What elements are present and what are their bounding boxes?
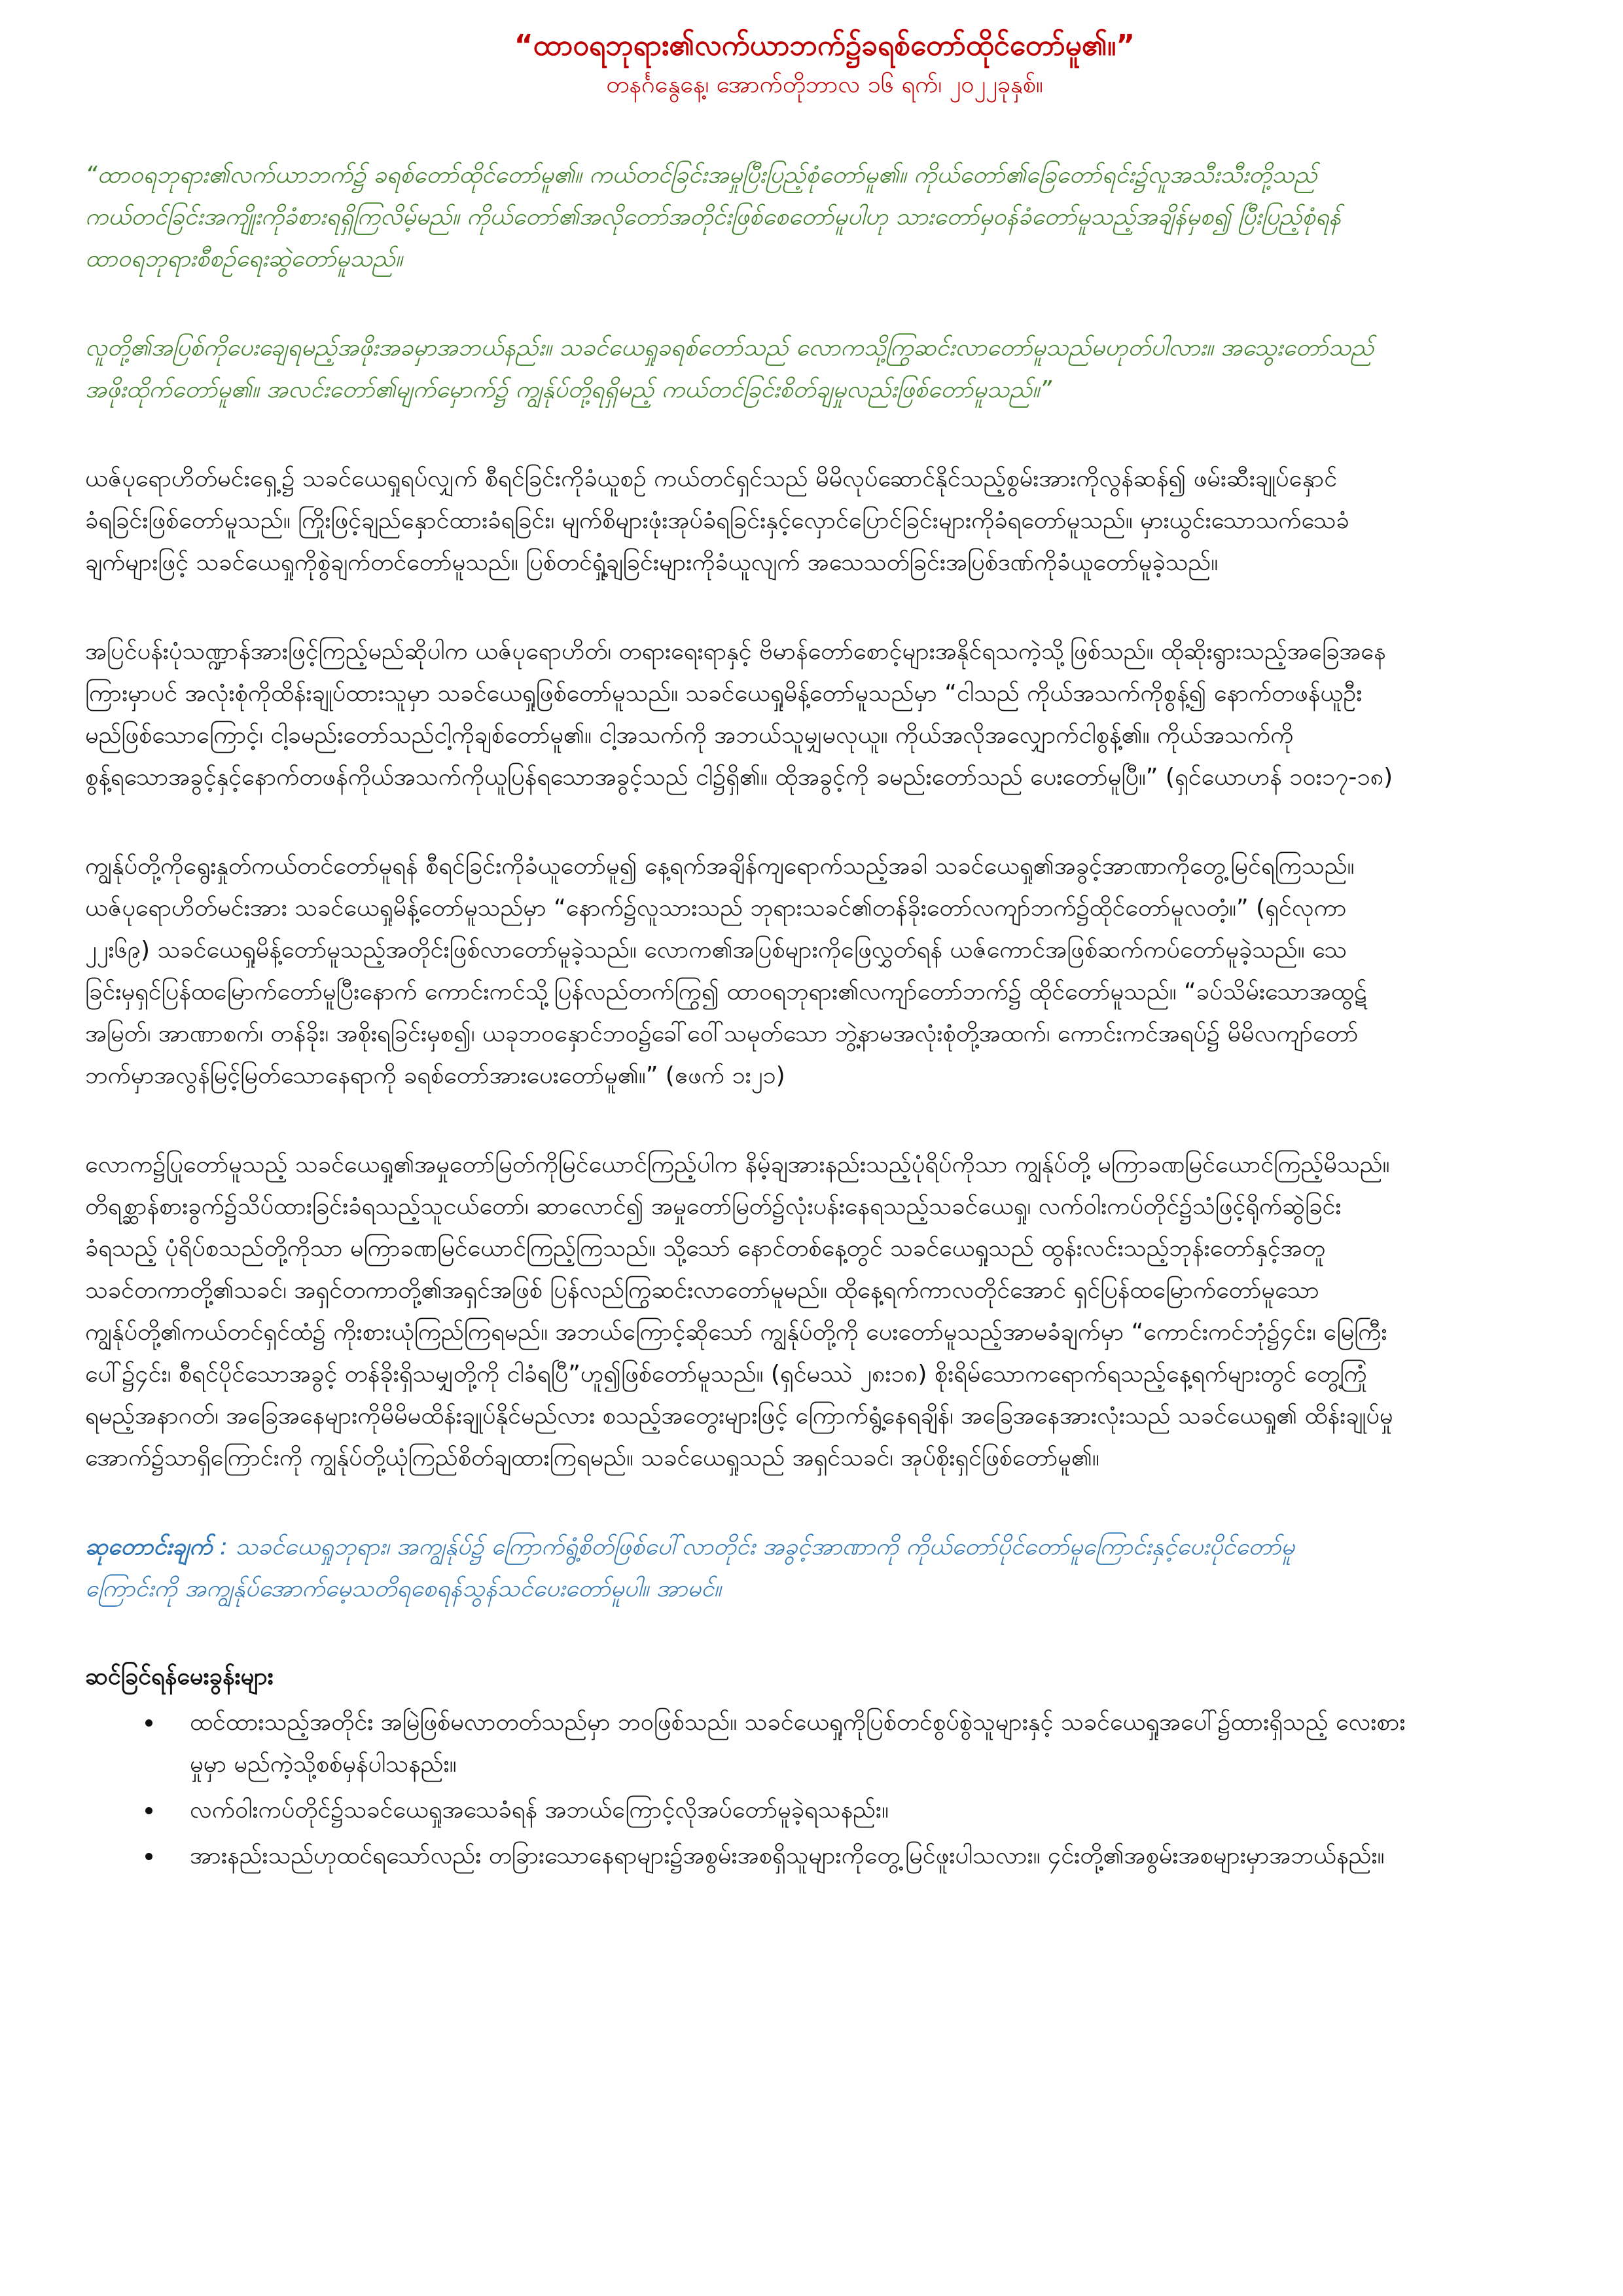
question-item: • လက်ဝါးကပ်တိုင်၌သခင်ယေရှုအသေခံရန် အဘယ်ကြောင့်လိုအပ်တော်မူခဲ့ရသနည်း။ bbox=[164, 1789, 1564, 1831]
intro-paragraph-1: “ထာဝရဘုရား၏လက်ယာဘက်၌ ခရစ်တော်ထိုင်တော်မူ၏။ ကယ်တင်ခြင်းအမှုပြီးပြည့်စုံတော်မူ၏။ ကိုယ်တော်၏ခြေတော်ရင်း၌လူအသီးသီးတို့သည် ကယ်တင်ခြင်းအကျိုးကိုခံစားရရှိကြလိမ့်မည်။ ကိုယ်တော်၏အလိုတော်အတိုင်းဖြစ်စေတော်မူပါဟု သားတော်မှဝန်ခံတော်မူသည့်အချိန်မှစ၍ ပြီးပြည့်စုံရန် ထာဝရဘုရားစီစဉ်ရေးဆွဲတော်မူသည်။ bbox=[85, 162, 1342, 272]
prayer-paragraph bbox=[85, 1526, 1564, 1610]
questions-title: ဆင်ခြင်ရန်မေးခွန်းများ bbox=[85, 1663, 274, 1690]
prayer-separator: : bbox=[212, 1534, 236, 1560]
question-item: • ထင်ထားသည့်အတိုင်း အမြဲဖြစ်မလာတတ်သည်မှာ ဘဝဖြစ်သည်။ သခင်ယေရှုကိုပြစ်တင်စွပ်စွဲသူများနှင့် သခင်ယေရှုအပေါ်၌ထားရှိသည့် လေးစား မှုမှာ မည်ကဲ့သို့စစ်မှန်ပါသနည်း။ bbox=[164, 1702, 1564, 1785]
page-date: တနင်္ဂနွေနေ့၊ အောက်တိုဘာလ ၁၆ ရက်၊ ၂၀၂၂ခုနှစ်။ bbox=[606, 71, 1043, 98]
prayer-label: ဆုတောင်းချက် bbox=[85, 1534, 213, 1560]
prayer-text: သခင်ယေရှုဘုရား၊ အကျွန်ုပ်၌ ကြောက်ရွံ့စိတ်ဖြစ်ပေါ်လာတိုင်း အခွင့်အာဏာကို ကိုယ်တော်ပိုင်တော်မူကြောင်းနှင့်ပေးပိုင်တော်မူ ကြောင်းကို အကျွန်ုပ်အောက်မေ့သတိရစေရန်သွန်သင်ပေးတော်မူပါ။ အာမင်။ bbox=[85, 1534, 1295, 1602]
page-title: “ထာဝရဘုရား၏လက်ယာဘက်၌ခရစ်တော်ထိုင်တော်မူ၏။” bbox=[514, 29, 1135, 62]
body-paragraph-4: လောက၌ပြုတော်မူသည့် သခင်ယေရှု၏အမှုတော်မြတ်ကိုမြင်ယောင်ကြည့်ပါက နိမ့်ချအားနည်းသည့်ပုံရိပ်ကိုသာ ကျွန်ုပ်တို့ မကြာခဏမြင်ယောင်ကြည့်မိသည်။ တိရစ္ဆာန်စားခွက်၌သိပ်ထားခြင်းခံရသည့်သူငယ်တော်၊ ဆာလောင်၍ အမှုတော်မြတ်၌လုံးပန်းနေရသည့်သခင်ယေရှု၊ လက်ဝါးကပ်တိုင်၌သံဖြင့်ရိုက်ဆွဲခြင်း ခံရသည့် ပုံရိပ်စသည်တို့ကိုသာ မကြာခဏမြင်ယောင်ကြည့်ကြသည်။ သို့သော် နောင်တစ်နေ့တွင် သခင်ယေရှုသည် ထွန်းလင်းသည့်ဘုန်းတော်နှင့်အတူ သခင်တကာတို့၏သခင်၊ အရှင်တကာတို့၏အရှင်အဖြစ် ပြန်လည်ကြွဆင်းလာတော်မူမည်။ ထိုနေ့ရက်ကာလတိုင်အောင် ရှင်ပြန်ထမြောက်တော်မူသော ကျွန်ုပ်တို့၏ကယ်တင်ရှင်ထံ၌ ကိုးစားယုံကြည်ကြရမည်။ အဘယ်ကြောင့်ဆိုသော် ကျွန်ုပ်တို့ကို ပေးတော်မူသည့်အာမခံချက်မှာ “ကောင်းကင်ဘုံ၌၄င်း၊ မြေကြီး ပေါ်၌၄င်း၊ စီရင်ပိုင်သောအခွင့် တန်ခိုးရှိသမျှတို့ကို ငါခံရပြီ”ဟူ၍ဖြစ်တော်မူသည်။ (ရှင်မဿဲ ၂၈း၁၈) စိုးရိမ်သောကရောက်ရသည့်နေ့ရက်များတွင် တွေ့ကြုံ ရမည့်အနာဂတ်၊ အခြေအနေများကိုမိမိမထိန်းချုပ်နိုင်မည်လား စသည့်အတွေးများဖြင့် ကြောက်ရွံ့နေရချိန်၊ အခြေအနေအားလုံးသည် သခင်ယေရှု၏ ထိန်းချုပ်မှု အောက်၌သာရှိကြောင်းကို ကျွန်ုပ်တို့ယုံကြည်စိတ်ချထားကြရမည်။ သခင်ယေရှုသည် အရှင်သခင်၊ အုပ်စိုးရှင်ဖြစ်တော်မူ၏။ bbox=[85, 1151, 1393, 1471]
question-item: • အားနည်းသည်ဟုထင်ရသော်လည်း တခြားသောနေရာများ၌အစွမ်းအစရှိသူများကိုတွေ့မြင်ဖူးပါသလား။ ၄င်းတို့၏အစွမ်းအစများမှာအဘယ်နည်း။ bbox=[164, 1835, 1564, 1877]
devotional-page bbox=[85, 26, 1564, 1881]
questions-list bbox=[85, 1702, 1564, 1877]
body-paragraph-3: ကျွန်ုပ်တို့ကိုရွေးနှုတ်ကယ်တင်တော်မူရန် စီရင်ခြင်းကိုခံယူတော်မူ၍ နေ့ရက်အချိန်ကျရောက်သည့်အခါ သခင်ယေရှု၏အခွင့်အာဏာကိုတွေ့မြင်ရကြသည်။ ယဇ်ပုရောဟိတ်မင်းအား သခင်ယေရှုမိန့်တော်မူသည်မှာ “နောက်၌လူသားသည် ဘုရားသခင်၏တန်ခိုးတော်လကျာ်ဘက်၌ထိုင်တော်မူလတံ့။” (ရှင်လုကာ ၂၂း၆၉) သခင်ယေရှုမိန့်တော်မူသည့်အတိုင်းဖြစ်လာတော်မူခဲ့သည်။ လောက၏အပြစ်များကိုဖြေလွှတ်ရန် ယဇ်ကောင်အဖြစ်ဆက်ကပ်တော်မူခဲ့သည်။ သေ ခြင်းမှရှင်ပြန်ထမြောက်တော်မူပြီးနောက် ကောင်းကင်သို့ပြန်လည်တက်ကြွ၍ ထာဝရဘုရား၏လကျာ်တော်ဘက်၌ ထိုင်တော်မူသည်။ “ခပ်သိမ်းသောအထွဋ် အမြတ်၊ အာဏာစက်၊ တန်ခိုး၊ အစိုးရခြင်းမှစ၍၊ ယခုဘဝနှောင်ဘဝ၌ခေါ်ဝေါ်သမုတ်သော ဘွဲ့နာမအလုံးစုံတို့အထက်၊ ကောင်းကင်အရပ်၌ မိမိလကျာ်တော် ဘက်မှာအလွန်မြင့်မြတ်သောနေရာကို ခရစ်တော်အားပေးတော်မူ၏။” (ဧဖက် ၁း၂၁) bbox=[85, 853, 1367, 1089]
intro-paragraph-2: လူတို့၏အပြစ်ကိုပေးချေရမည့်အဖိုးအခမှာအဘယ်နည်း။ သခင်ယေရှုခရစ်တော်သည် လောကသို့ကြွဆင်းလာတော်မူသည်မဟုတ်ပါလား။ အသွေးတော်သည် အဖိုးထိုက်တော်မူ၏။ အလင်းတော်၏မျက်မှောက်၌ ကျွန်ုပ်တို့ရရှိမည့် ကယ်တင်ခြင်းစိတ်ချမှုလည်းဖြစ်တော်မူသည်။” bbox=[85, 334, 1374, 403]
body-paragraph-1: ယဇ်ပုရောဟိတ်မင်းရှေ့၌ သခင်ယေရှုရပ်လျှက် စီရင်ခြင်းကိုခံယူစဉ် ကယ်တင်ရှင်သည် မိမိလုပ်ဆောင်နိုင်သည့်စွမ်းအားကိုလွန်ဆန်၍ ဖမ်းဆီးချုပ်နှောင် ခံရခြင်းဖြစ်တော်မူသည်။ ကြိုးဖြင့်ချည်နှောင်ထားခံရခြင်း၊ မျက်စိများဖုံးအုပ်ခံရခြင်းနှင့်လှောင်ပြောင်ခြင်းများကိုခံရတော်မူသည်။ မှားယွင်းသောသက်သေခံ ချက်များဖြင့် သခင်ယေရှုကိုစွဲချက်တင်တော်မူသည်။ ပြစ်တင်ရှုံ့ချခြင်းများကိုခံယူလျက် အသေသတ်ခြင်းအပြစ်ဒဏ်ကိုခံယူတော်မူခဲ့သည်။ bbox=[85, 465, 1349, 576]
body-paragraph-2: အပြင်ပန်းပုံသဏ္ဍာန်အားဖြင့်ကြည့်မည်ဆိုပါက ယဇ်ပုရောဟိတ်၊ တရားရေးရာနှင့် ဗိမာန်တော်စောင့်များအနိုင်ရသကဲ့သို့ဖြစ်သည်။ ထိုဆိုးရွားသည့်အခြေအနေ ကြားမှာပင် အလုံးစုံကိုထိန်းချုပ်ထားသူမှာ သခင်ယေရှုဖြစ်တော်မူသည်။ သခင်ယေရှုမိန့်တော်မူသည်မှာ “ငါသည် ကိုယ်အသက်ကိုစွန့်၍ နောက်တဖန်ယူဦး မည်ဖြစ်သောကြောင့်၊ ငါ့ခမည်းတော်သည်ငါ့ကိုချစ်တော်မူ၏။ ငါ့အသက်ကို အဘယ်သူမျှမလုယူ။ ကိုယ်အလိုအလျှောက်ငါစွန့်၏။ ကိုယ်အသက်ကို စွန့်ရသောအခွင့်နှင့်နောက်တဖန်ကိုယ်အသက်ကိုယူပြန်ရသောအခွင့်သည် ငါ၌ရှိ၏။ ထိုအခွင့်ကို ခမည်းတော်သည် ပေးတော်မူပြီ။” (ရှင်ယောဟန် ၁၀း၁၇-၁၈) bbox=[85, 638, 1393, 791]
